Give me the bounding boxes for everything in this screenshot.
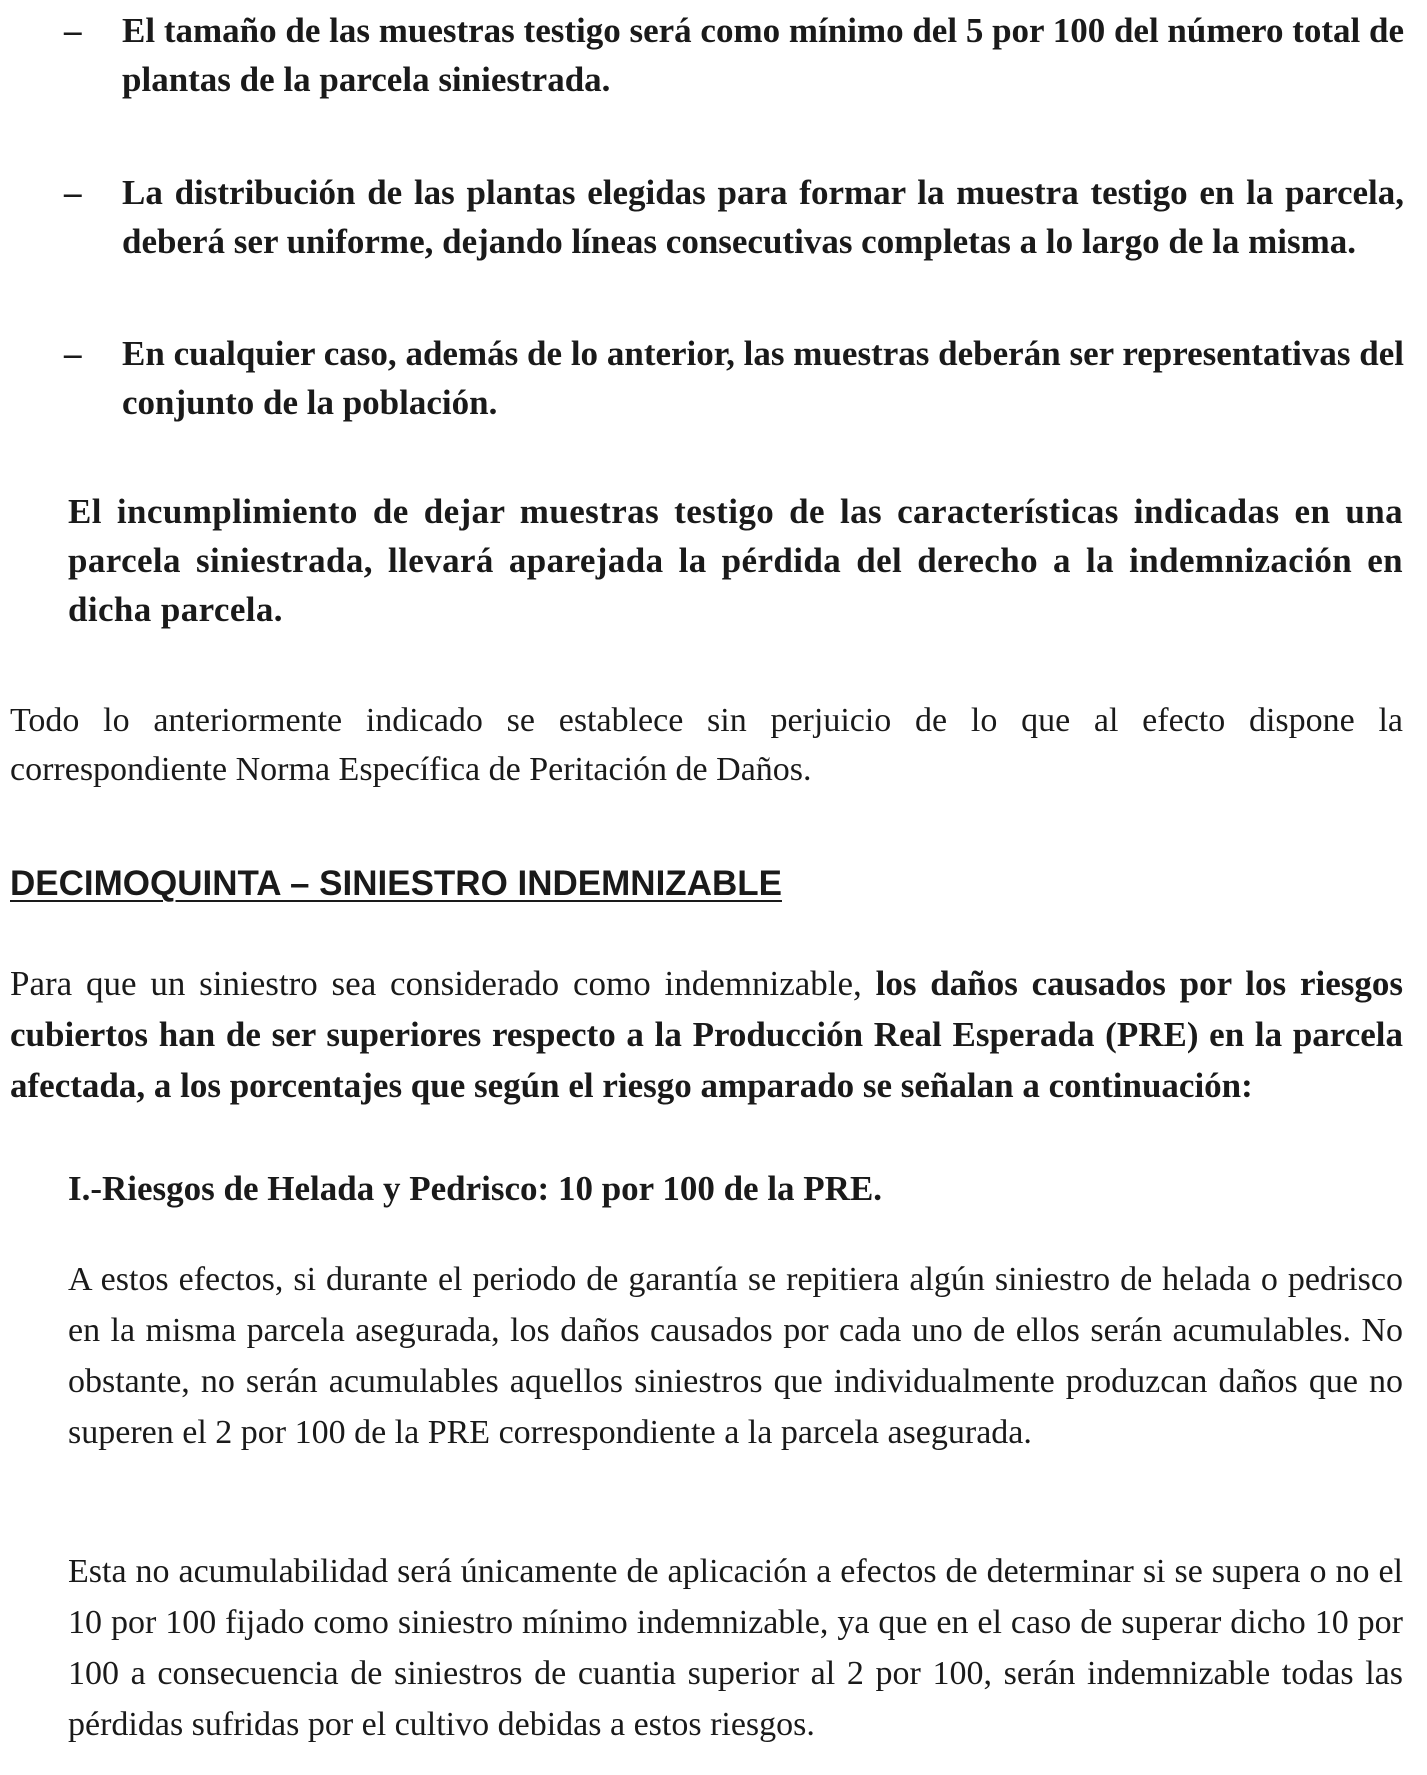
intro-bold-text: los daños causados por los riesgos cubiertos han de ser superiores respecto a la Producción Real Esperada (PRE) en la parcela afectada, a los porcentajes que según el riesgo amparado se señalan a continuación: [10, 964, 1403, 1105]
bullet-dash: – [64, 173, 82, 212]
norma-paragraph: Todo lo anteriormente indicado se establece sin perjuicio de lo que al efecto dispone la correspondiente Norma Específica de Peritación de Daños. [10, 702, 1403, 788]
bullet-text: El tamaño de las muestras testigo será como mínimo del 5 por 100 del número total de plantas de la parcela siniestrada. [122, 11, 1404, 99]
bullet-dash: – [64, 334, 82, 373]
bullet-text: En cualquier caso, además de lo anterior, las muestras deberán ser representativas del conjunto de la población. [122, 334, 1404, 422]
no-acumulabilidad-paragraph: Esta no acumulabilidad será únicamente de aplicación a efectos de determinar si se supera o no el 10 por 100 fijado como siniestro mínimo indemnizable, ya que en el caso de superar dicho 10 por 100 a consecuencia de siniestros de cuantia superior al 2 por 100, serán indemnizable todas las pérdidas sufridas por el cultivo debidas a estos riesgos. [68, 1553, 1403, 1743]
intro-paragraph [10, 958, 1403, 1111]
bullet-dash: – [64, 11, 82, 50]
risk-heading: I.-Riesgos de Helada y Pedrisco: 10 por 100 de la PRE. [68, 1169, 883, 1208]
intro-plain-text: Para que un siniestro sea considerado como indemnizable, [10, 964, 876, 1003]
bullet-item [64, 6, 1404, 104]
bullet-text: La distribución de las plantas elegidas para formar la muestra testigo en la parcela, deberá ser uniforme, dejando líneas consecutivas completas a lo largo de la misma. [122, 173, 1404, 261]
acumulables-paragraph: A estos efectos, si durante el periodo de garantía se repitiera algún siniestro de helada o pedrisco en la misma parcela asegurada, los daños causados por cada uno de ellos serán acumulables. No obstante, no serán acumulables aquellos siniestros que individualmente produzcan daños que no superen el 2 por 100 de la PRE correspondiente a la parcela asegurada. [68, 1261, 1403, 1451]
bullet-item [64, 329, 1404, 427]
bullet-item [64, 168, 1404, 266]
section-heading: DECIMOQUINTA – SINIESTRO INDEMNIZABLE [10, 864, 782, 903]
incumplimiento-paragraph: El incumplimiento de dejar muestras testigo de las características indicadas en una parcela siniestrada, llevará aparejada la pérdida del derecho a la indemnización en dicha parcela. [68, 492, 1403, 629]
